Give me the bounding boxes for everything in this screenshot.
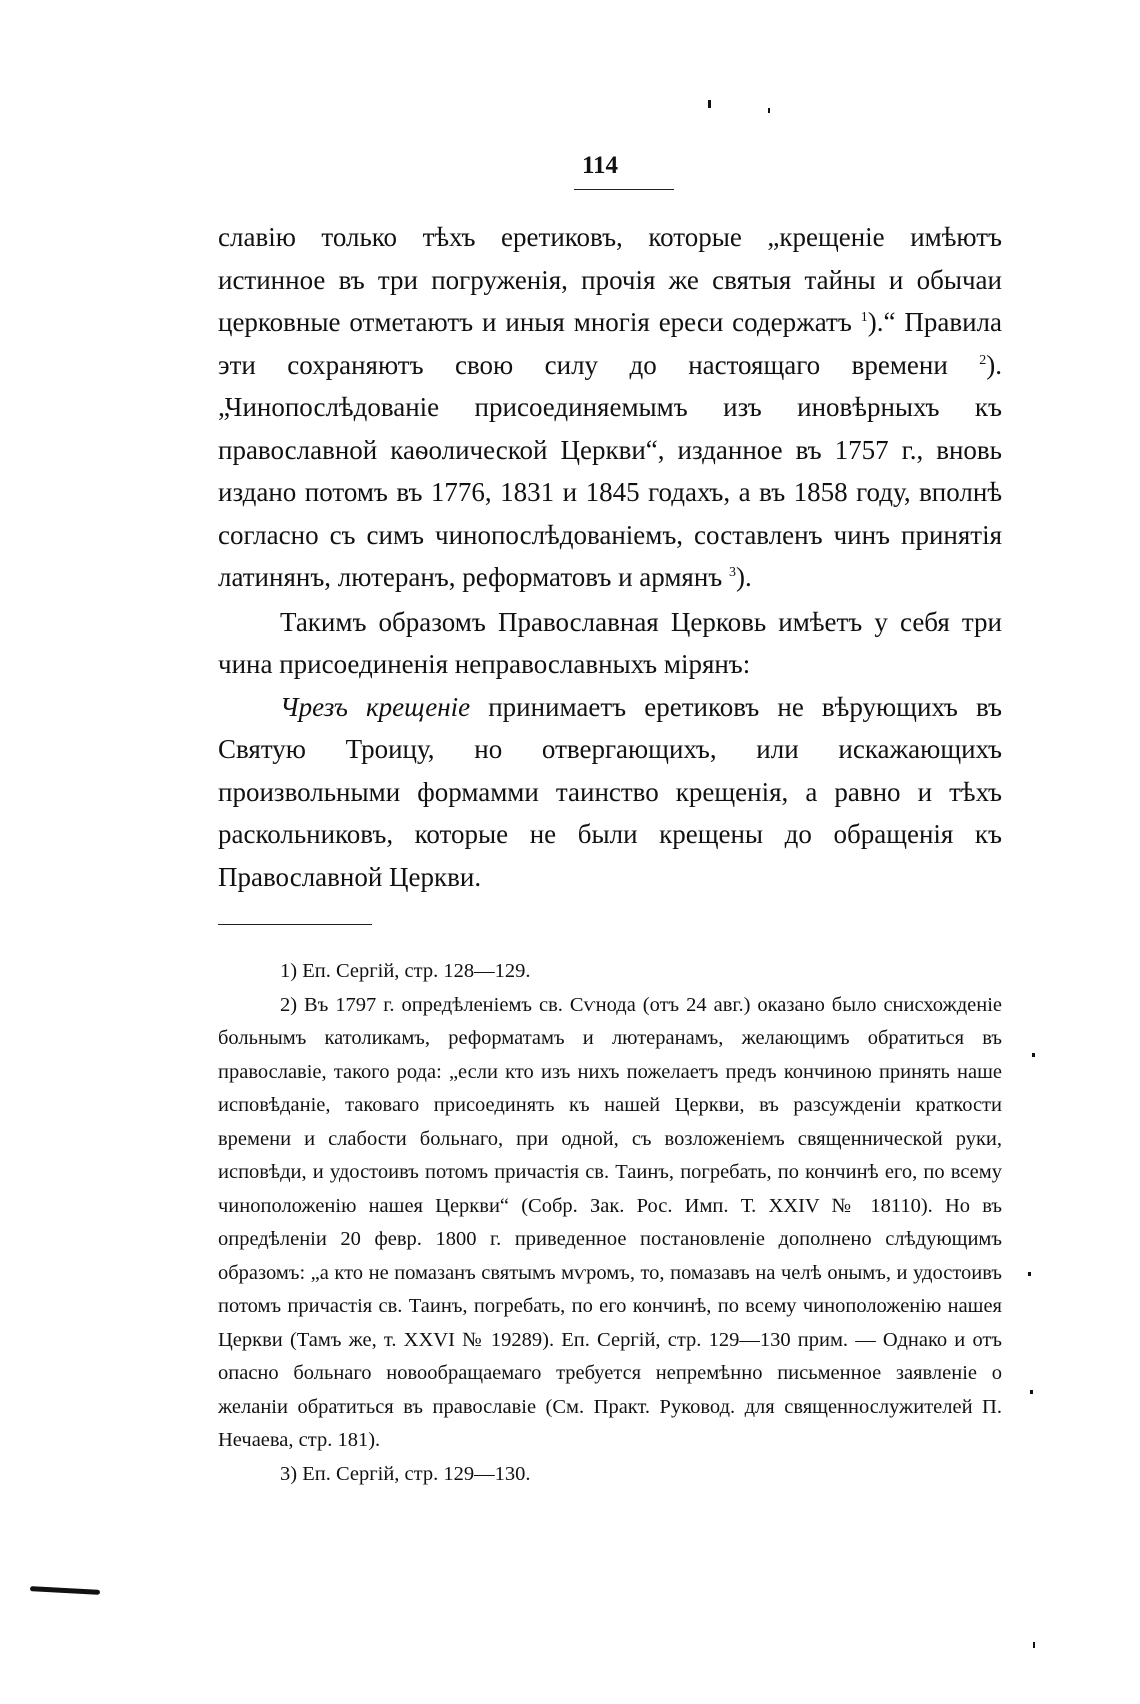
scan-speck: [708, 100, 711, 108]
footnotes: [218, 955, 1002, 1491]
scan-speck: [1030, 1390, 1033, 1394]
paragraph-text: ). „Чинопослѣдованіе присоединяемымъ изъ иновѣрныхъ къ православной каѳолической Церкви“, изданное въ 1757 г., вновь издано потомъ въ 1776, 1831 и 1845 годахъ, а въ 1858 году, вполнѣ согласно съ симъ чинопослѣдованіемъ, составленъ чинъ принятія латинянъ, лютеранъ, реформатовъ и армянъ: [218, 349, 1002, 592]
italic-lead: Чрезъ крещеніе: [280, 691, 471, 722]
main-text: [218, 216, 1002, 898]
footnote-2: 2) Въ 1797 г. опредѣленіемъ св. Сѵнода (отъ 24 авг.) оказано было снисхожденіе больнымъ католикамъ, реформатамъ и лютеранамъ, желающимъ обратиться въ православіе, такого рода: „если кто изъ нихъ пожелаетъ предъ кончиною принять наше исповѣданіе, таковаго присоединять къ нашей Церкви, въ разсужденіи краткости времени и слабости больнаго, при одной, съ возложеніемъ священнической руки, исповѣди, и удостоивъ потомъ причастія св. Таинъ, погребать, по кончинѣ его, по всему чиноположенію нашея Церкви“ (Собр. Зак. Рос. Имп. Т. XXIV № 18110). Но въ опредѣленіи 20 февр. 1800 г. приведенное постановленіе дополнено слѣдующимъ образомъ: „а кто не помазанъ святымъ мѵромъ, то, помазавъ на челѣ онымъ, и удостоивъ потомъ причастія св. Таинъ, погребать, по его кончинѣ, по всему чиноположенію нашея Церкви (Тамъ же, т. XXVI № 19289). Еп. Сергій, стр. 129—130 прим. — Однако и отъ опасно больнаго новообращаемаго требуется непремѣнно письменное заявленіе о желаніи обратиться въ православіе (См. Практ. Руковод. для священнослужителей П. Нечаева, стр. 181).: [218, 993, 1002, 1451]
scan-speck: [1028, 1272, 1031, 1276]
header-rule: [574, 189, 674, 190]
scan-speck: [1032, 1053, 1035, 1057]
paragraph-3: [218, 686, 1002, 899]
footnote-separator: [218, 924, 372, 925]
paragraph-text: славію только тѣхъ еретиковъ, которые „крещеніе имѣютъ истинное въ три погруженія, прочія же святыя тайны и обычаи церковные отметаютъ и иныя многія ереси содержатъ: [218, 222, 1002, 337]
page-number: 114: [581, 152, 619, 179]
paragraph-text: принимаетъ еретиковъ не вѣрующихъ въ Святую Троицу, но отвергающихъ, или искажающихъ произвольными формамми таинство крещенія, а равно и тѣхъ раскольниковъ, которые не были крещены до обращенія къ Православной Церкви.: [218, 691, 1002, 892]
footnote-ref-3: 3: [729, 565, 737, 580]
paragraph-1: [218, 216, 1002, 599]
scan-dash-mark: [30, 1586, 100, 1595]
footnote-1: 1) Еп. Сергій, стр. 128—129.: [280, 960, 531, 982]
scan-speck: [768, 108, 770, 113]
paragraph-text: ).: [736, 562, 752, 592]
footnote-3: 3) Еп. Сергій, стр. 129—130.: [280, 1462, 531, 1485]
scan-speck: [1033, 1642, 1035, 1648]
paragraph-text: ).“ Правила эти сохраняютъ свою силу до настоящаго времени: [218, 307, 1002, 380]
footnote-ref-1: 1: [860, 310, 868, 325]
paragraph-2: Такимъ образомъ Православная Церковь имѣетъ у себя три чина присоединенія неправославныхъ мірянъ:: [218, 606, 1002, 679]
footnote-ref-2: 2: [979, 352, 987, 368]
